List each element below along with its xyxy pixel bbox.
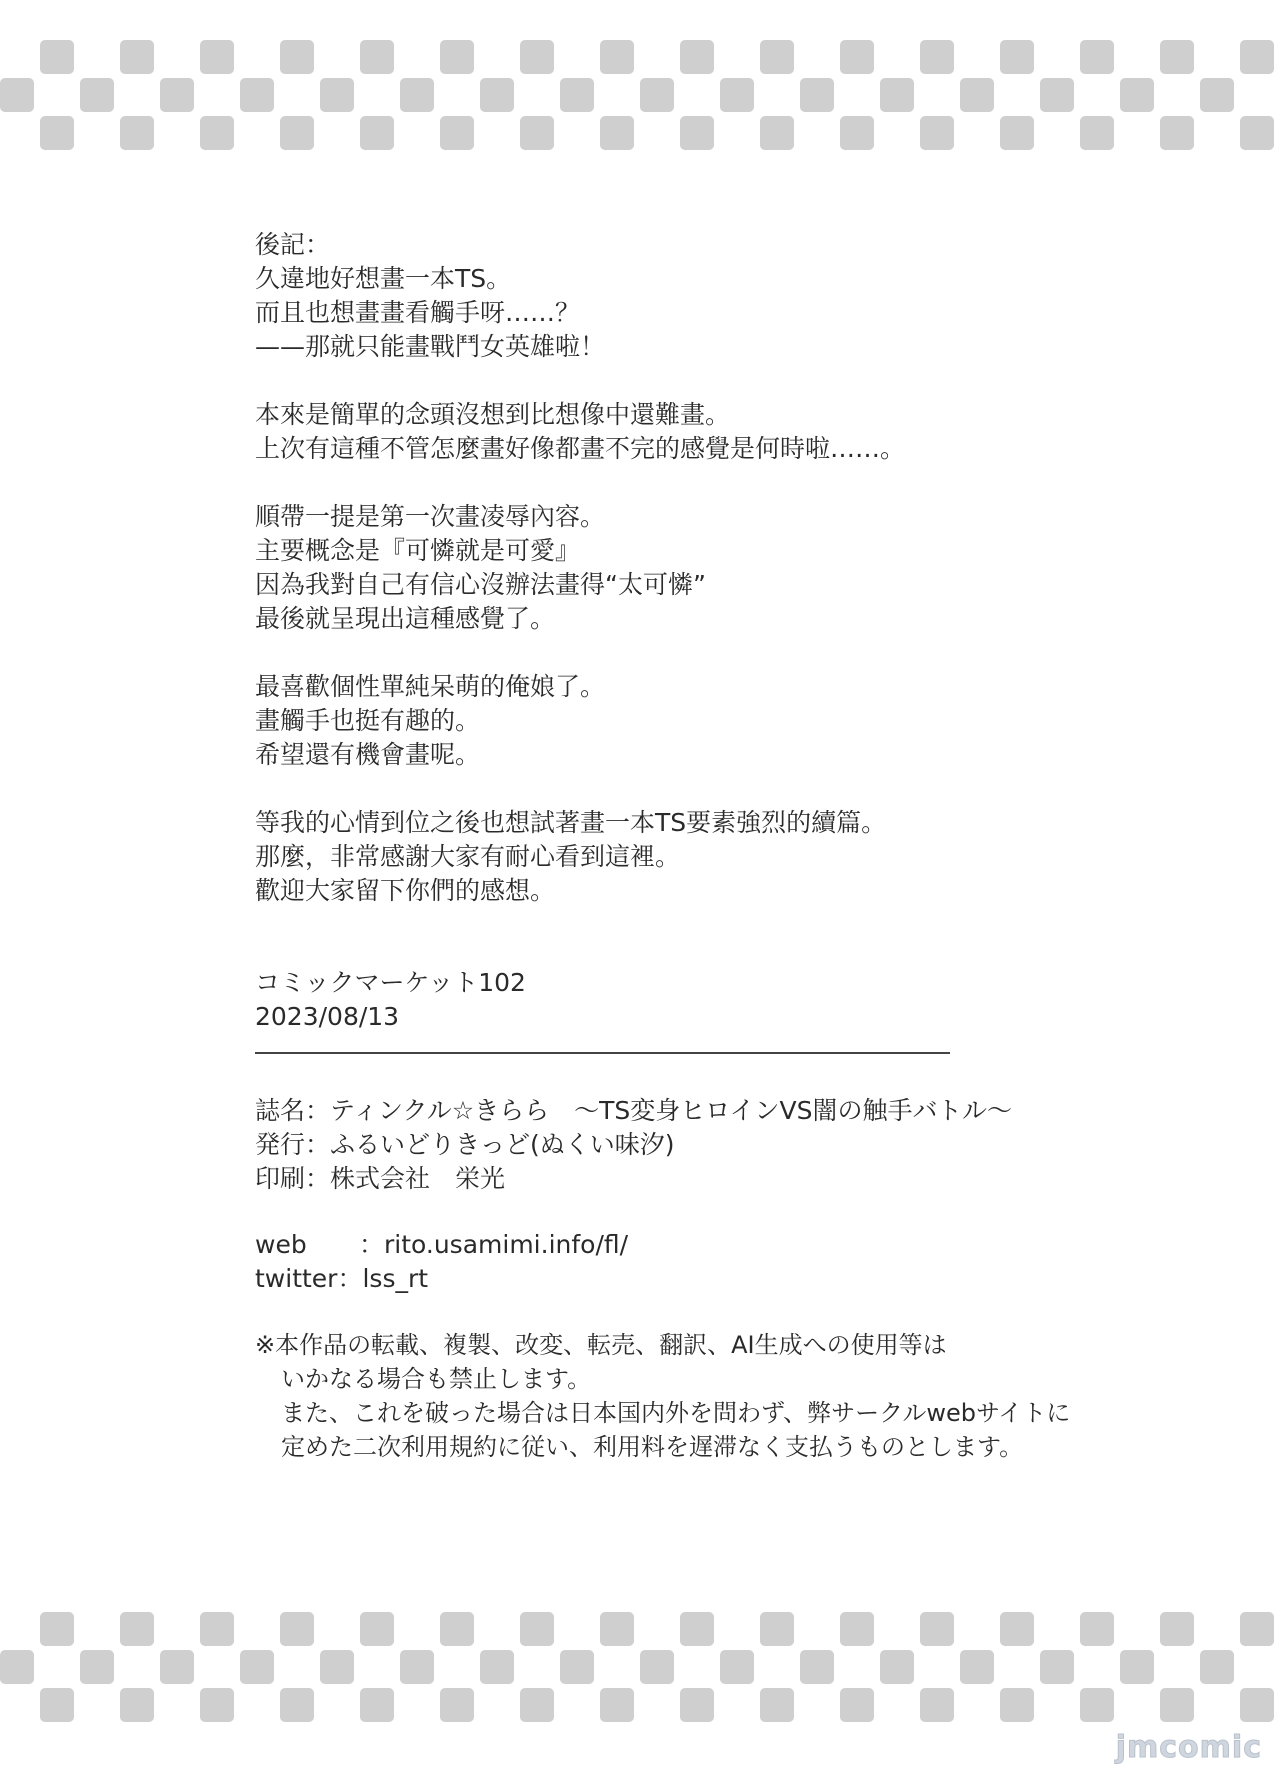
colophon-title: 誌名：ティンクル☆きらら ～TS変身ヒロインVS闇の触手バトル～ [255,1096,1013,1125]
checker-square [920,1688,954,1722]
twitter-handle: ：lss_rt [337,1264,429,1293]
checker-square [920,1612,954,1646]
checker-square [880,1650,914,1684]
event-date: 2023/08/13 [255,1002,400,1031]
afterword-line: 本來是簡單的念頭沒想到比想像中還難畫。 [255,400,731,429]
checker-square [680,40,714,74]
checker-square [1160,40,1194,74]
colophon-printer: 印刷：株式会社 栄光 [255,1164,506,1193]
checker-square [1200,78,1234,112]
checker-square [1240,116,1274,150]
checker-square [320,1650,354,1684]
checker-square [440,1688,474,1722]
checker-border-bottom [0,1612,1280,1762]
checker-square [1080,1612,1114,1646]
checker-square [520,40,554,74]
checker-square [560,78,594,112]
checker-square [520,1612,554,1646]
checker-square [1160,1688,1194,1722]
afterword-line: 那麼，非常感謝大家有耐心看到這裡。 [255,842,681,871]
checker-square [640,78,674,112]
checker-square [760,1688,794,1722]
web-link-row [255,1228,1055,1262]
checker-square [400,78,434,112]
checker-square [280,40,314,74]
checker-square [600,40,634,74]
checker-square [680,1688,714,1722]
checker-square [440,116,474,150]
checker-square [120,1612,154,1646]
checker-square [120,1688,154,1722]
checker-square [520,1688,554,1722]
checker-square [1240,1612,1274,1646]
checker-square [720,1650,754,1684]
checker-square [0,1650,34,1684]
checker-square [280,1688,314,1722]
checker-square [40,1612,74,1646]
checker-square [360,116,394,150]
checker-square [280,1612,314,1646]
watermark-logo: jmcomic [1115,1730,1262,1765]
checker-square [120,40,154,74]
checker-square [1000,1688,1034,1722]
checker-square [1160,1612,1194,1646]
checker-square [680,116,714,150]
afterword-line: 而且也想畫畫看觸手呀……？ [255,298,581,327]
checker-square [240,1650,274,1684]
afterword-line: 等我的心情到位之後也想試著畫一本TS要素強烈的續篇。 [255,808,887,837]
checker-square [600,1612,634,1646]
web-label: web [255,1230,307,1259]
afterword-line: ——那就只能畫戰鬥女英雄啦！ [255,332,606,361]
checker-square [840,116,874,150]
checker-square [1120,1650,1154,1684]
afterword-page [255,228,1071,1464]
checker-square [1040,78,1074,112]
checker-square [200,1612,234,1646]
checker-square [840,1688,874,1722]
checker-square [280,116,314,150]
checker-square [1080,1688,1114,1722]
checker-square [40,1688,74,1722]
checker-square [240,78,274,112]
afterword-line: 主要概念是『可憐就是可愛』 [255,536,581,565]
checker-square [760,40,794,74]
colophon-publisher: 発行：ふるいどりきっど(ぬくい味汐) [255,1130,675,1159]
checker-square [680,1612,714,1646]
checker-square [320,78,354,112]
checker-square [1040,1650,1074,1684]
afterword-line: 畫觸手也挺有趣的。 [255,706,481,735]
copyright-notice [255,1328,1071,1464]
checker-square [1080,40,1114,74]
checker-square [1240,1688,1274,1722]
checker-square [800,78,834,112]
afterword-heading: 後記： [255,230,331,259]
checker-square [960,78,994,112]
checker-square [520,116,554,150]
checker-square [1080,116,1114,150]
checker-square [0,78,34,112]
checker-square [960,1650,994,1684]
checker-square [1000,1612,1034,1646]
notice-line: いかなる場合も禁止します。 [281,1365,592,1393]
checker-square [40,116,74,150]
checker-square [1240,40,1274,74]
afterword-line: 久違地好想畫一本TS。 [255,264,512,293]
checker-square [360,40,394,74]
checker-square [160,1650,194,1684]
checker-square [80,1650,114,1684]
checker-square [200,116,234,150]
checker-square [1120,78,1154,112]
checker-square [1000,116,1034,150]
afterword-line: 最後就呈現出這種感覺了。 [255,604,556,633]
checker-square [80,78,114,112]
checker-square [600,116,634,150]
notice-line: また、これを破った場合は日本国内外を問わず、弊サークルwebサイトに [281,1399,1071,1427]
checker-square [440,1612,474,1646]
checker-square [160,78,194,112]
checker-square [920,40,954,74]
checker-square [720,78,754,112]
checker-square [840,40,874,74]
checker-square [600,1688,634,1722]
checker-square [200,1688,234,1722]
checker-square [760,116,794,150]
twitter-row [255,1262,1055,1296]
checker-square [200,40,234,74]
checker-square [1200,1650,1234,1684]
divider [255,1052,950,1054]
afterword-line: 最喜歡個性單純呆萌的俺娘了。 [255,672,606,701]
checker-square [1160,116,1194,150]
checker-border-top [0,40,1280,190]
checker-square [480,78,514,112]
twitter-label: twitter [255,1264,338,1293]
checker-square [400,1650,434,1684]
web-url: ：rito.usamimi.info/fl/ [359,1230,629,1259]
checker-square [560,1650,594,1684]
notice-line: ※本作品の転載、複製、改変、転売、翻訳、AI生成への使用等は [255,1331,947,1359]
checker-square [120,116,154,150]
checker-square [440,40,474,74]
checker-square [360,1612,394,1646]
checker-square [1000,40,1034,74]
checker-square [480,1650,514,1684]
checker-square [880,78,914,112]
checker-square [360,1688,394,1722]
checker-square [840,1612,874,1646]
afterword-line: 因為我對自己有信心沒辦法畫得“太可憐” [255,570,706,599]
afterword-line: 希望還有機會畫呢。 [255,740,481,769]
checker-square [640,1650,674,1684]
checker-square [760,1612,794,1646]
afterword-line: 上次有這種不管怎麼畫好像都畫不完的感覺是何時啦……。 [255,434,906,463]
afterword-line: 順帶一提是第一次畫凌辱內容。 [255,502,606,531]
checker-square [920,116,954,150]
checker-square [800,1650,834,1684]
notice-line: 定めた二次利用規約に従い、利用料を遅滞なく支払うものとします。 [281,1433,1024,1461]
event-name: コミックマーケット102 [255,968,526,997]
checker-square [40,40,74,74]
afterword-line: 歡迎大家留下你們的感想。 [255,876,556,905]
